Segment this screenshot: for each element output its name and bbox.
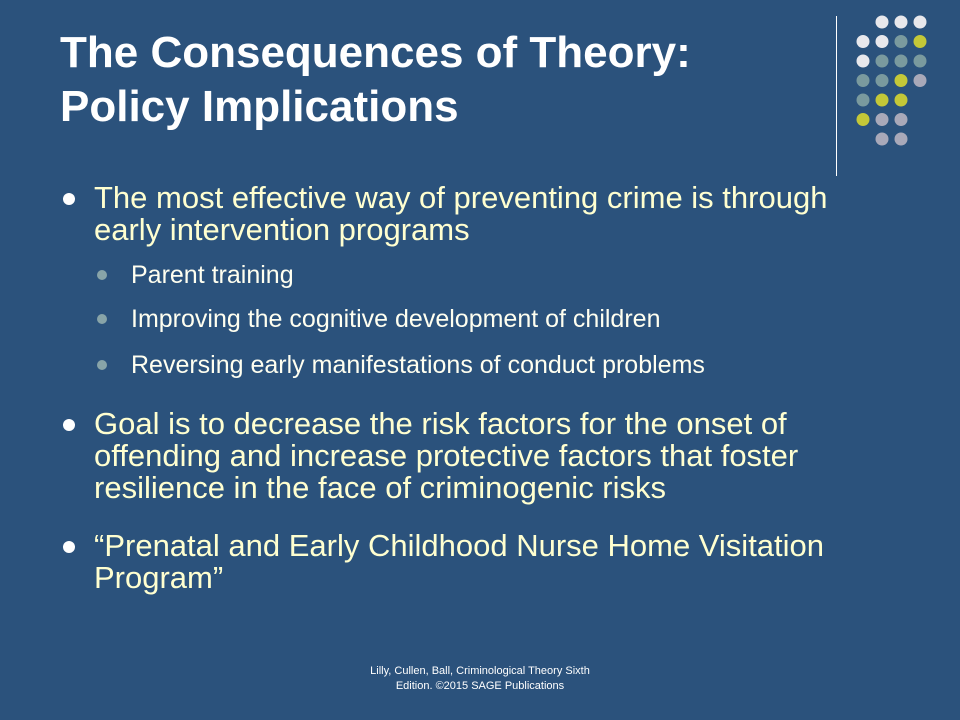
decorative-dot xyxy=(876,16,889,29)
decorative-dot xyxy=(857,35,870,48)
decorative-dot xyxy=(914,16,927,29)
decorative-dot xyxy=(914,74,927,87)
decorative-dot xyxy=(876,35,889,48)
bullet-item xyxy=(60,408,900,504)
decorative-dot xyxy=(857,55,870,68)
bullet-dot-icon xyxy=(63,419,75,431)
sub-bullet-dot-icon xyxy=(97,360,107,370)
bullet-item xyxy=(60,530,900,594)
decorative-dot xyxy=(876,133,889,146)
slide-title xyxy=(60,26,820,134)
slide-title-line-2: Policy Implications xyxy=(60,82,459,131)
bullet-dot-icon xyxy=(63,541,75,553)
decorative-dot xyxy=(895,74,908,87)
bullet-text: Goal is to decrease the risk factors for the onset of offending and increase protective factors that foster resilience in the face of criminogenic risks xyxy=(94,406,799,505)
decorative-dot xyxy=(895,35,908,48)
footer-line-2: Edition. ©2015 SAGE Publications xyxy=(395,680,565,692)
slide-title-line-1: The Consequences of Theory: xyxy=(60,28,691,77)
bullet-dot-icon xyxy=(63,193,75,205)
slide-footer xyxy=(300,664,660,694)
decorative-divider xyxy=(836,16,837,176)
sub-bullet-item xyxy=(60,304,900,334)
decorative-dot xyxy=(895,133,908,146)
sub-bullet-item xyxy=(60,350,900,380)
decorative-dot xyxy=(914,35,927,48)
decorative-dot-grid xyxy=(849,10,949,160)
sub-bullet-dot-icon xyxy=(97,270,107,280)
bullet-text: The most effective way of preventing crime is through early intervention programs xyxy=(94,180,828,247)
slide-body xyxy=(60,182,900,608)
decorative-dot xyxy=(857,74,870,87)
decorative-dot xyxy=(857,113,870,126)
sub-bullet-text: Improving the cognitive development of children xyxy=(131,305,661,333)
bullet-text: “Prenatal and Early Childhood Nurse Home Visitation Program” xyxy=(94,528,825,595)
decorative-dot xyxy=(876,74,889,87)
decorative-dot xyxy=(895,16,908,29)
decorative-dot xyxy=(895,113,908,126)
sub-bullet-item xyxy=(60,260,900,290)
footer-line-1: Lilly, Cullen, Ball, Criminological Theory Sixth xyxy=(370,665,590,677)
decorative-dot xyxy=(876,113,889,126)
decorative-dot xyxy=(895,94,908,107)
decorative-dot xyxy=(895,55,908,68)
decorative-dot xyxy=(914,55,927,68)
decorative-dot xyxy=(857,94,870,107)
decorative-dot xyxy=(876,55,889,68)
bullet-item xyxy=(60,182,900,246)
sub-bullet-text: Reversing early manifestations of conduct problems xyxy=(131,351,705,379)
sub-bullet-dot-icon xyxy=(97,314,107,324)
sub-bullet-text: Parent training xyxy=(131,261,294,289)
decorative-dot xyxy=(876,94,889,107)
